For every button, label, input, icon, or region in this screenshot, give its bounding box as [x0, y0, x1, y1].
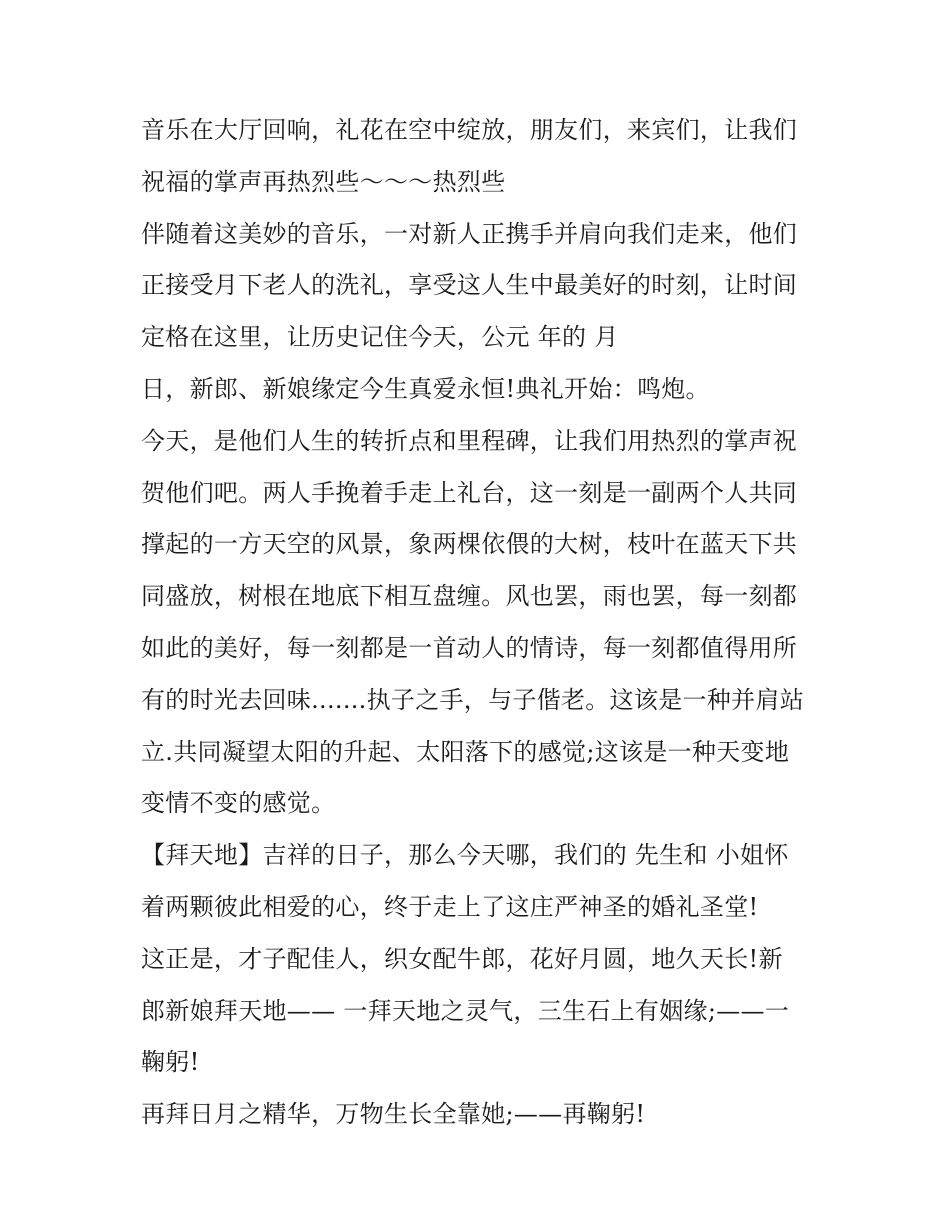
text-line: 鞠躬!: [141, 1048, 200, 1077]
text-line: 再拜日月之精华，万物生长全靠她;——再鞠躬!: [141, 1100, 646, 1129]
text-line: 有的时光去回味.......执子之手，与子偕老。这该是一种并肩站: [141, 685, 805, 714]
document-body: [141, 105, 831, 1141]
text-line: 同盛放，树根在地底下相互盘缠。风也罢，雨也罢，每一刻都: [141, 582, 798, 611]
text-line: 着两颗彼此相爱的心，终于走上了这庄严神圣的婚礼圣堂!: [141, 892, 759, 921]
text-line: 正接受月下老人的洗礼，享受这人生中最美好的时刻，让时间: [141, 271, 798, 300]
text-line: 今天，是他们人生的转折点和里程碑，让我们用热烈的掌声祝: [141, 426, 798, 455]
text-line: 祝福的掌声再热烈些～～～热烈些: [141, 167, 506, 196]
text-line: 变情不变的感觉。: [141, 789, 336, 818]
text-line: 撑起的一方天空的风景，象两棵依偎的大树，枝叶在蓝天下共: [141, 530, 798, 559]
text-line: 这正是，才子配佳人，织女配牛郎，花好月圆，地久天长!新: [141, 944, 783, 973]
text-line: 日，新郎、新娘缘定今生真爱永恒!典礼开始：鸣炮。: [141, 374, 710, 403]
text-line: 如此的美好，每一刻都是一首动人的情诗，每一刻都值得用所: [141, 633, 798, 662]
text-line: 音乐在大厅回响，礼花在空中绽放，朋友们，来宾们，让我们: [141, 116, 798, 144]
text-line: 伴随着这美妙的音乐，一对新人正携手并肩向我们走来，他们: [141, 219, 798, 248]
text-line: 【拜天地】吉祥的日子，那么今天哪，我们的 先生和 小姐怀: [141, 841, 789, 870]
text-line: 郎新娘拜天地—— 一拜天地之灵气，三生石上有姻缘;——一: [141, 996, 790, 1025]
text-line: 贺他们吧。两人手挽着手走上礼台，这一刻是一副两个人共同: [141, 478, 798, 507]
text-line: 定格在这里，让历史记住今天，公元 年的 月: [141, 323, 619, 352]
text-line: 立.共同凝望太阳的升起、太阳落下的感觉;这该是一种天变地: [141, 737, 790, 766]
